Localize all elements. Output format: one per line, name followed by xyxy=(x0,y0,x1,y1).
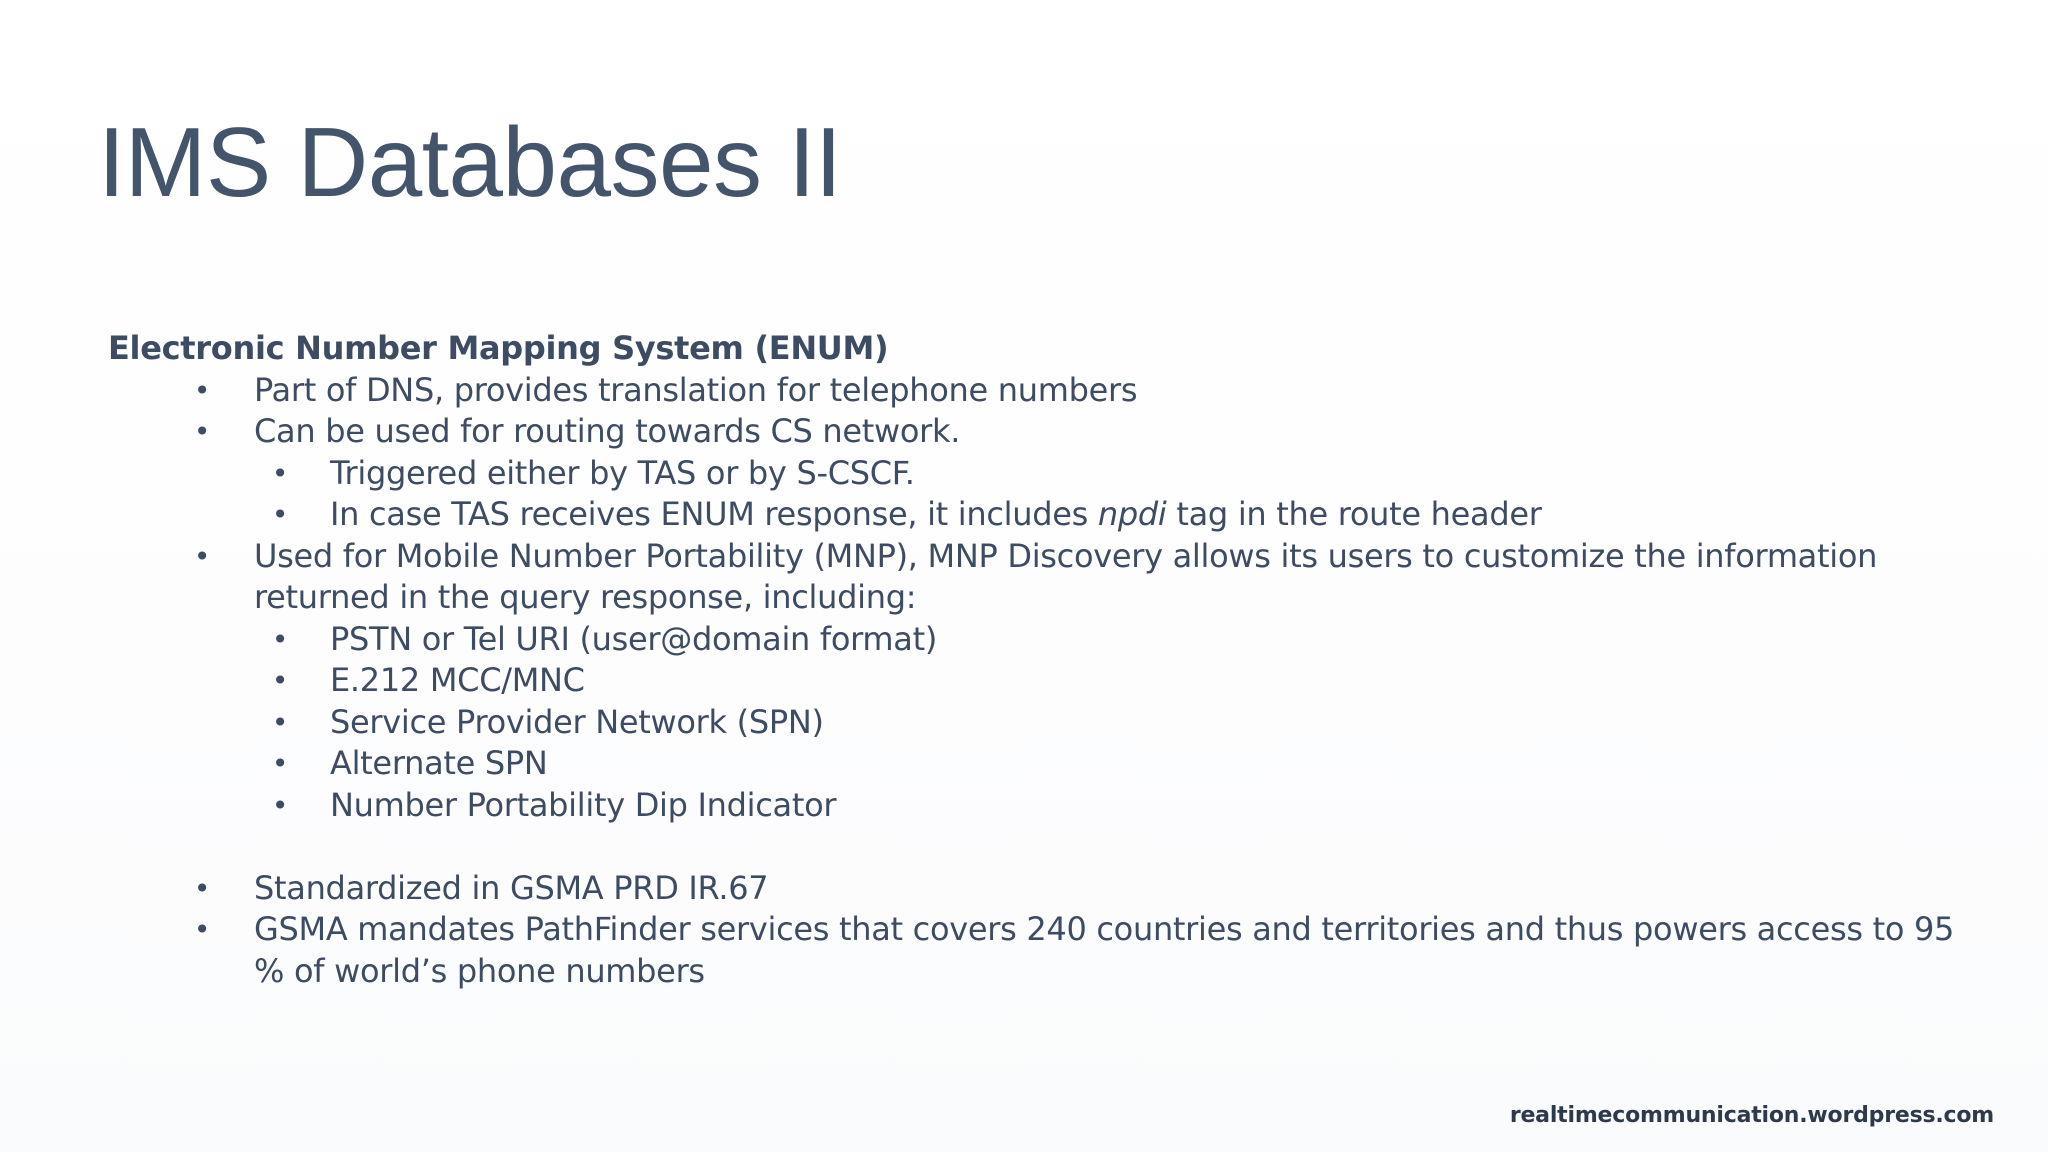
list-item-text-post: tag in the route header xyxy=(1166,495,1542,533)
slide-title: IMS Databases II xyxy=(98,107,842,217)
footer-source: realtimecommunication.wordpress.com xyxy=(1509,1103,1994,1128)
npdi-emphasis: npdi xyxy=(1097,495,1167,533)
list-item xyxy=(108,785,1968,827)
bullet-icon: • xyxy=(271,788,289,822)
list-item xyxy=(108,453,1968,495)
bullet-icon: • xyxy=(271,498,289,531)
slide-content xyxy=(108,328,1968,992)
bullet-icon: • xyxy=(271,456,289,490)
bullet-icon: • xyxy=(193,871,211,905)
bullet-icon: • xyxy=(271,622,289,656)
bullet-icon: • xyxy=(271,747,289,780)
list-item-text: Part of DNS, provides translation for telephone numbers xyxy=(254,370,1138,409)
list-item xyxy=(108,619,1968,661)
list-item xyxy=(108,702,1968,744)
list-item xyxy=(108,743,1968,785)
bullet-icon: • xyxy=(193,415,211,448)
list-item xyxy=(108,370,1968,412)
list-item xyxy=(108,411,1968,453)
bullet-icon: • xyxy=(271,705,289,739)
section-heading: Electronic Number Mapping System (ENUM) xyxy=(108,329,889,367)
bullet-icon: • xyxy=(193,913,211,946)
list-item xyxy=(108,868,1968,910)
list-item-text: PSTN or Tel URI (user@domain format) xyxy=(330,619,938,658)
bullet-icon: • xyxy=(193,539,211,573)
list-item-text: Used for Mobile Number Portability (MNP), MNP Discovery allows its users to customize the information returned in the query response, including: xyxy=(254,536,1878,616)
bullet-list xyxy=(108,370,1968,993)
list-item-text-pre: In case TAS receives ENUM response, it includes xyxy=(330,495,1098,533)
list-item-text: Can be used for routing towards CS network. xyxy=(254,412,961,450)
list-item-text: Number Portability Dip Indicator xyxy=(330,785,837,824)
list-item-text: Alternate SPN xyxy=(330,744,548,782)
list-item-text: Service Provider Network (SPN) xyxy=(330,702,824,741)
list-item xyxy=(108,909,1968,992)
bullet-icon: • xyxy=(193,373,211,407)
list-item-text: E.212 MCC/MNC xyxy=(330,661,585,699)
list-item xyxy=(108,660,1968,702)
list-item xyxy=(108,494,1968,536)
list-item-text: Triggered either by TAS or by S-CSCF. xyxy=(330,453,915,492)
list-item xyxy=(108,536,1968,619)
bullet-icon: • xyxy=(271,664,289,697)
list-item-text: Standardized in GSMA PRD IR.67 xyxy=(254,868,769,907)
list-item-text: GSMA mandates PathFinder services that covers 240 countries and territories and thus powers access to 95 % of world’s phone numbers xyxy=(254,910,1955,990)
list-spacer xyxy=(108,826,1968,868)
